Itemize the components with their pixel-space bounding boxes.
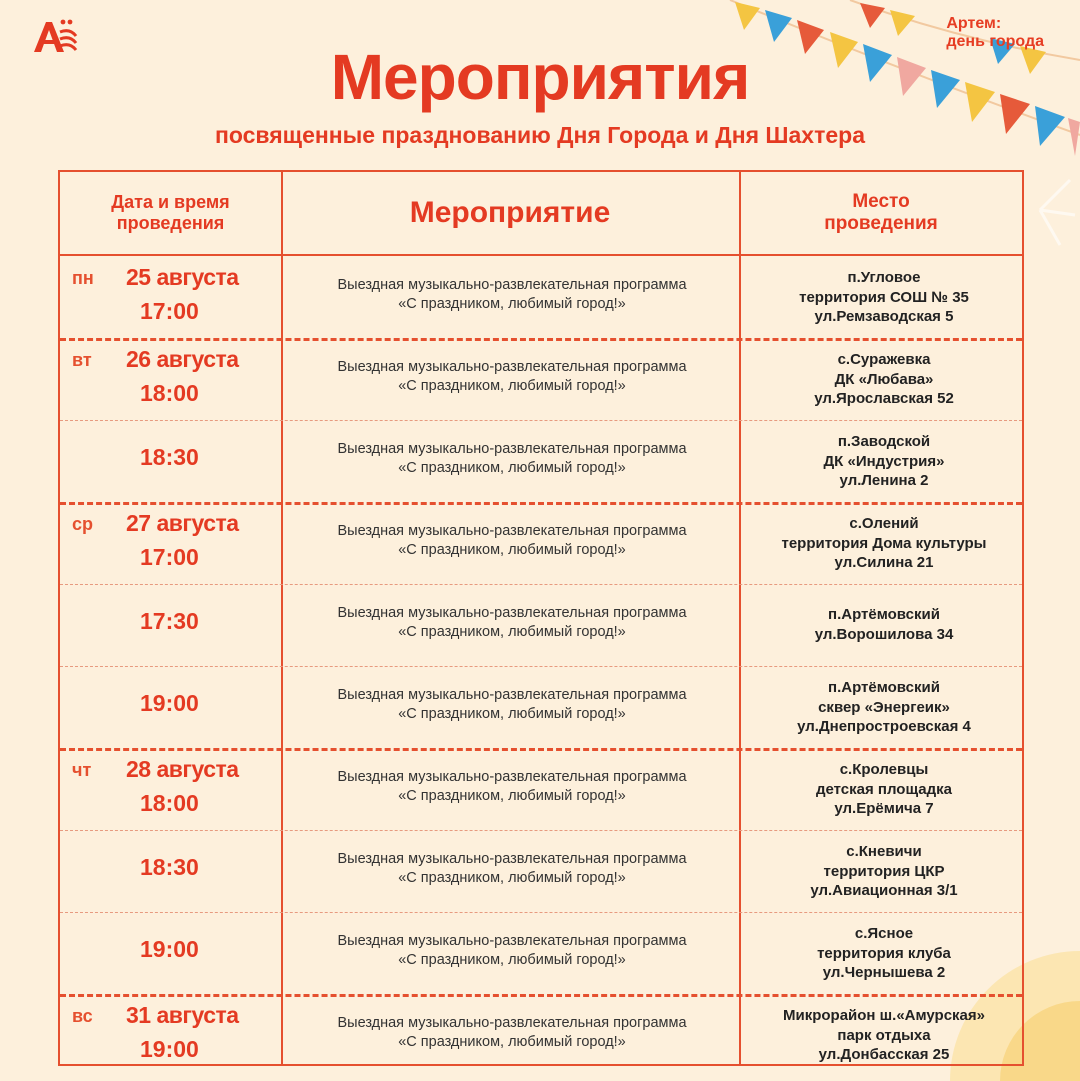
header-date-line-2: проведения <box>116 213 225 233</box>
event-title-line-2: «С праздником, любимый город!» <box>398 378 626 394</box>
row-event <box>284 522 740 560</box>
event-title-line-2: «С праздником, любимый город!» <box>398 460 626 476</box>
place-line: ДК «Любава» <box>834 370 934 388</box>
row-place <box>742 268 1026 327</box>
place-line: с.Суражевка <box>837 351 931 368</box>
table-row <box>60 830 1022 912</box>
row-time: 18:00 <box>140 790 199 816</box>
event-title-line-2: «С праздником, любимый город!» <box>398 706 626 722</box>
event-title-line-2: «С праздником, любимый город!» <box>398 542 626 558</box>
place-line: ул.Чернышева 2 <box>822 964 946 981</box>
event-title-line-1: Выездная музыкально-развлекательная программа <box>337 933 687 949</box>
page-title: Мероприятия <box>330 41 750 113</box>
row-event <box>284 604 740 642</box>
row-time: 19:00 <box>140 690 199 716</box>
event-title-line-1: Выездная музыкально-развлекательная программа <box>337 851 687 867</box>
row-date: 26 августа <box>126 346 239 372</box>
place-line: территория ЦКР <box>823 862 945 880</box>
row-time: 17:00 <box>140 544 199 570</box>
event-title-line-2: «С праздником, любимый город!» <box>398 624 626 640</box>
row-weekday: ср <box>72 514 94 534</box>
bunting-flag <box>890 10 915 36</box>
place-line: с.Ясное <box>854 925 914 942</box>
place-line: ул.Силина 21 <box>834 554 934 571</box>
brand-line-1: Артем: <box>946 15 1002 32</box>
row-event <box>284 850 740 888</box>
row-event <box>284 358 740 396</box>
place-line: ул.Ярославская 52 <box>814 390 954 407</box>
event-title-line-1: Выездная музыкально-развлекательная программа <box>337 441 687 457</box>
place-line: ул.Днепростроевская 4 <box>797 718 971 735</box>
row-weekday: вс <box>72 1006 93 1026</box>
event-title-line-1: Выездная музыкально-развлекательная программа <box>337 605 687 621</box>
row-event <box>284 686 740 724</box>
row-place <box>742 924 1026 983</box>
row-event <box>284 1014 740 1052</box>
event-title-line-2: «С праздником, любимый город!» <box>398 952 626 968</box>
header-date-time <box>60 172 281 254</box>
row-time: 19:00 <box>140 936 199 962</box>
place-line: парк отдыха <box>837 1026 931 1044</box>
place-line: п.Заводской <box>837 433 931 450</box>
place-line: ул.Ремзаводская 5 <box>814 308 954 325</box>
table-row <box>60 994 1022 1076</box>
place-line: ул.Авиационная 3/1 <box>810 882 958 899</box>
event-title-line-1: Выездная музыкально-развлекательная программа <box>337 523 687 539</box>
event-title-line-2: «С праздником, любимый город!» <box>398 788 626 804</box>
events-table <box>58 170 1024 1066</box>
row-place <box>742 432 1026 491</box>
table-row <box>60 502 1022 584</box>
header-place-line-1: Место <box>852 191 910 212</box>
row-date: 28 августа <box>126 756 239 782</box>
row-date: 27 августа <box>126 510 239 536</box>
event-title-line-2: «С праздником, любимый город!» <box>398 296 626 312</box>
table-row <box>60 748 1022 830</box>
page-subtitle: посвященные празднованию Дня Города и Дня Шахтера <box>215 122 865 148</box>
event-title-line-2: «С праздником, любимый город!» <box>398 1034 626 1050</box>
row-date: 25 августа <box>126 264 239 290</box>
row-time: 17:30 <box>140 608 199 634</box>
row-place <box>742 760 1026 819</box>
row-time: 19:00 <box>140 1036 199 1062</box>
place-line: территория клуба <box>817 944 951 962</box>
event-title-line-1: Выездная музыкально-развлекательная программа <box>337 769 687 785</box>
place-line: сквер «Энергеик» <box>818 698 950 716</box>
header-place <box>739 172 1023 254</box>
place-line: п.Угловое <box>847 269 921 286</box>
row-place <box>742 842 1026 901</box>
place-line: ул.Ворошилова 34 <box>814 625 954 643</box>
place-line: п.Артёмовский <box>828 679 940 696</box>
row-event <box>284 440 740 478</box>
place-line: ДК «Индустрия» <box>823 452 945 470</box>
event-title-line-1: Выездная музыкально-развлекательная программа <box>337 359 687 375</box>
row-time: 18:00 <box>140 380 199 406</box>
row-time: 18:30 <box>140 854 199 880</box>
row-time: 18:30 <box>140 444 199 470</box>
event-title-line-1: Выездная музыкально-развлекательная программа <box>337 277 687 293</box>
header-event: Мероприятие <box>409 196 611 229</box>
place-line: территория СОШ № 35 <box>799 288 969 306</box>
place-line: Микрорайон ш.«Амурская» <box>782 1007 985 1024</box>
event-title-line-1: Выездная музыкально-развлекательная программа <box>337 687 687 703</box>
header-date-line-1: Дата и время <box>111 192 230 212</box>
bunting-flag <box>735 2 760 30</box>
row-date: 31 августа <box>126 1002 239 1028</box>
place-line: с.Кролевцы <box>839 761 929 778</box>
row-time: 17:00 <box>140 298 199 324</box>
row-place <box>742 514 1026 573</box>
row-event <box>284 276 740 314</box>
header-place-line-2: проведения <box>824 213 938 234</box>
row-place <box>742 678 1026 737</box>
row-event <box>284 932 740 970</box>
event-title-line-2: «С праздником, любимый город!» <box>398 870 626 886</box>
table-row <box>60 584 1022 666</box>
table-row <box>60 338 1022 420</box>
row-weekday: чт <box>72 760 92 780</box>
place-line: п.Артёмовский <box>828 606 940 623</box>
bunting-flag <box>860 3 885 28</box>
place-line: ул.Ерёмича 7 <box>834 800 934 817</box>
row-place <box>742 350 1026 409</box>
row-weekday: пн <box>72 268 94 288</box>
event-title-line-1: Выездная музыкально-развлекательная программа <box>337 1015 687 1031</box>
bunting-flag <box>765 10 792 42</box>
place-line: с.Кневичи <box>846 843 922 860</box>
place-line: территория Дома культуры <box>781 534 987 552</box>
table-row <box>60 912 1022 994</box>
place-line: ул.Донбасская 25 <box>818 1046 950 1063</box>
row-weekday: вт <box>72 350 92 370</box>
table-row <box>60 420 1022 502</box>
row-place <box>742 605 1026 644</box>
place-line: ул.Ленина 2 <box>839 472 929 489</box>
table-row <box>60 666 1022 748</box>
brand-line-2: день города <box>946 33 1044 50</box>
place-line: с.Олений <box>849 515 919 532</box>
row-place <box>742 1006 1026 1065</box>
row-event <box>284 768 740 806</box>
place-line: детская площадка <box>815 780 953 798</box>
table-row <box>60 256 1022 338</box>
